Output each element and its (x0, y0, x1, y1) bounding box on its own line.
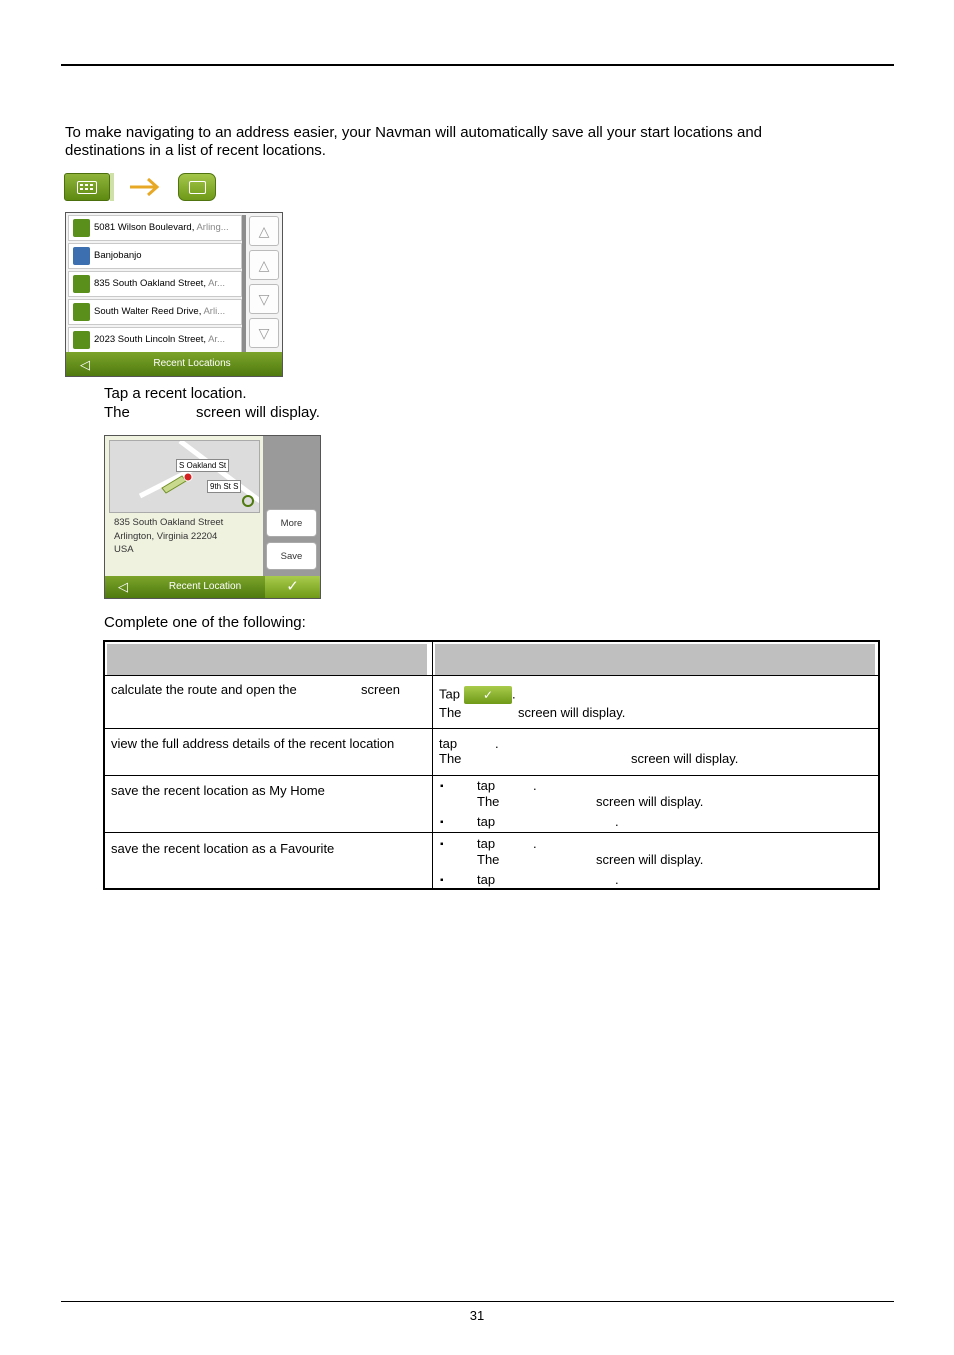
back-icon[interactable]: ◁ (118, 579, 128, 594)
recent-locations-icon (178, 173, 216, 201)
list-item[interactable]: South Walter Reed Drive, Arli... (68, 299, 242, 325)
table-cell: . (615, 814, 619, 829)
table-cell: screen will display. (518, 705, 626, 720)
street-map (110, 441, 260, 513)
table-cell: The (477, 794, 500, 809)
arrow-right-icon (128, 173, 162, 201)
recent-locations-screenshot (65, 212, 283, 377)
intro-paragraph: To make navigating to an address easier, your Navman will automatically save all your start locations and destinations in a list of recent locations. (65, 124, 763, 159)
scroll-top-button[interactable]: △ (249, 216, 279, 246)
scroll-down-button[interactable]: ▽ (249, 284, 279, 314)
scroll-controls (249, 216, 281, 352)
recent-locations-list (68, 215, 242, 355)
table-cell: screen will display. (631, 751, 739, 766)
options-table (103, 640, 880, 890)
title-bar (66, 352, 282, 376)
table-cell: tap (477, 814, 496, 829)
table-cell: tap (477, 836, 496, 851)
table-cell: save the recent location as a Favourite (111, 841, 335, 856)
scroll-up-button[interactable]: △ (249, 250, 279, 280)
list-item[interactable]: 5081 Wilson Boulevard, Arling... (68, 215, 242, 241)
poi-icon (73, 247, 90, 265)
road-icon (73, 303, 90, 321)
table-cell: calculate the route and open the (111, 682, 297, 697)
header-cell (435, 644, 875, 675)
bullet-icon: ▪ (440, 839, 444, 850)
list-item[interactable]: Banjobanjo (68, 243, 242, 269)
bullet-icon: ▪ (440, 875, 444, 886)
recent-location-screenshot (104, 435, 321, 599)
road-icon (73, 219, 90, 237)
keyboard-menu-icon (64, 173, 110, 201)
page-number: 31 (469, 1308, 485, 1323)
table-cell: screen will display. (596, 852, 704, 867)
confirm-check-icon: ✓ (464, 686, 512, 704)
confirm-check-button[interactable]: ✓ (265, 576, 320, 598)
list-item[interactable]: 2023 South Lincoln Street, Ar... (68, 327, 242, 353)
table-cell: Tap ✓ . (439, 686, 516, 702)
complete-instruction: Complete one of the following: (104, 614, 306, 631)
table-cell: The (439, 751, 462, 766)
screen-title: Recent Locations (153, 358, 231, 369)
save-button[interactable]: Save (266, 542, 317, 570)
table-cell: tap (477, 872, 496, 887)
more-button[interactable]: More (266, 509, 317, 537)
map-label: S Oakland St (176, 459, 229, 472)
table-cell: . (615, 872, 619, 887)
icon-divider (110, 173, 114, 201)
footer-rule (61, 1301, 894, 1302)
table-cell: screen will display. (596, 794, 704, 809)
table-cell: The (477, 852, 500, 867)
bullet-icon: ▪ (440, 781, 444, 792)
table-cell: save the recent location as My Home (111, 783, 325, 798)
table-cell: tap (439, 736, 458, 751)
header-rule (61, 64, 894, 66)
screen-title: Recent Location (168, 581, 242, 592)
step-display-text-suffix: screen will display. (196, 404, 320, 421)
table-cell: screen (361, 682, 401, 697)
list-item[interactable]: 835 South Oakland Street, Ar... (68, 271, 242, 297)
step-display-text-prefix: The (104, 404, 130, 421)
map-label: 9th St S (207, 480, 241, 493)
table-cell: . (533, 778, 537, 793)
table-cell: The (439, 705, 462, 720)
road-icon (73, 331, 90, 349)
table-cell: . (495, 736, 499, 751)
table-cell: tap (477, 778, 496, 793)
title-bar (105, 576, 320, 598)
scrollbar[interactable] (242, 215, 246, 355)
table-header (105, 642, 878, 675)
bullet-icon: ▪ (440, 817, 444, 828)
table-cell: view the full address details of the recent location (111, 736, 395, 751)
back-icon[interactable]: ◁ (80, 357, 90, 372)
road-icon (73, 275, 90, 293)
table-cell: . (533, 836, 537, 851)
scroll-bottom-button[interactable]: ▽ (249, 318, 279, 348)
address-block: 835 South Oakland Street Arlington, Virginia 22204 USA (114, 517, 224, 555)
map-preview[interactable] (109, 440, 260, 513)
step-tap-text: Tap a recent location. (104, 385, 247, 402)
header-cell (107, 644, 427, 675)
